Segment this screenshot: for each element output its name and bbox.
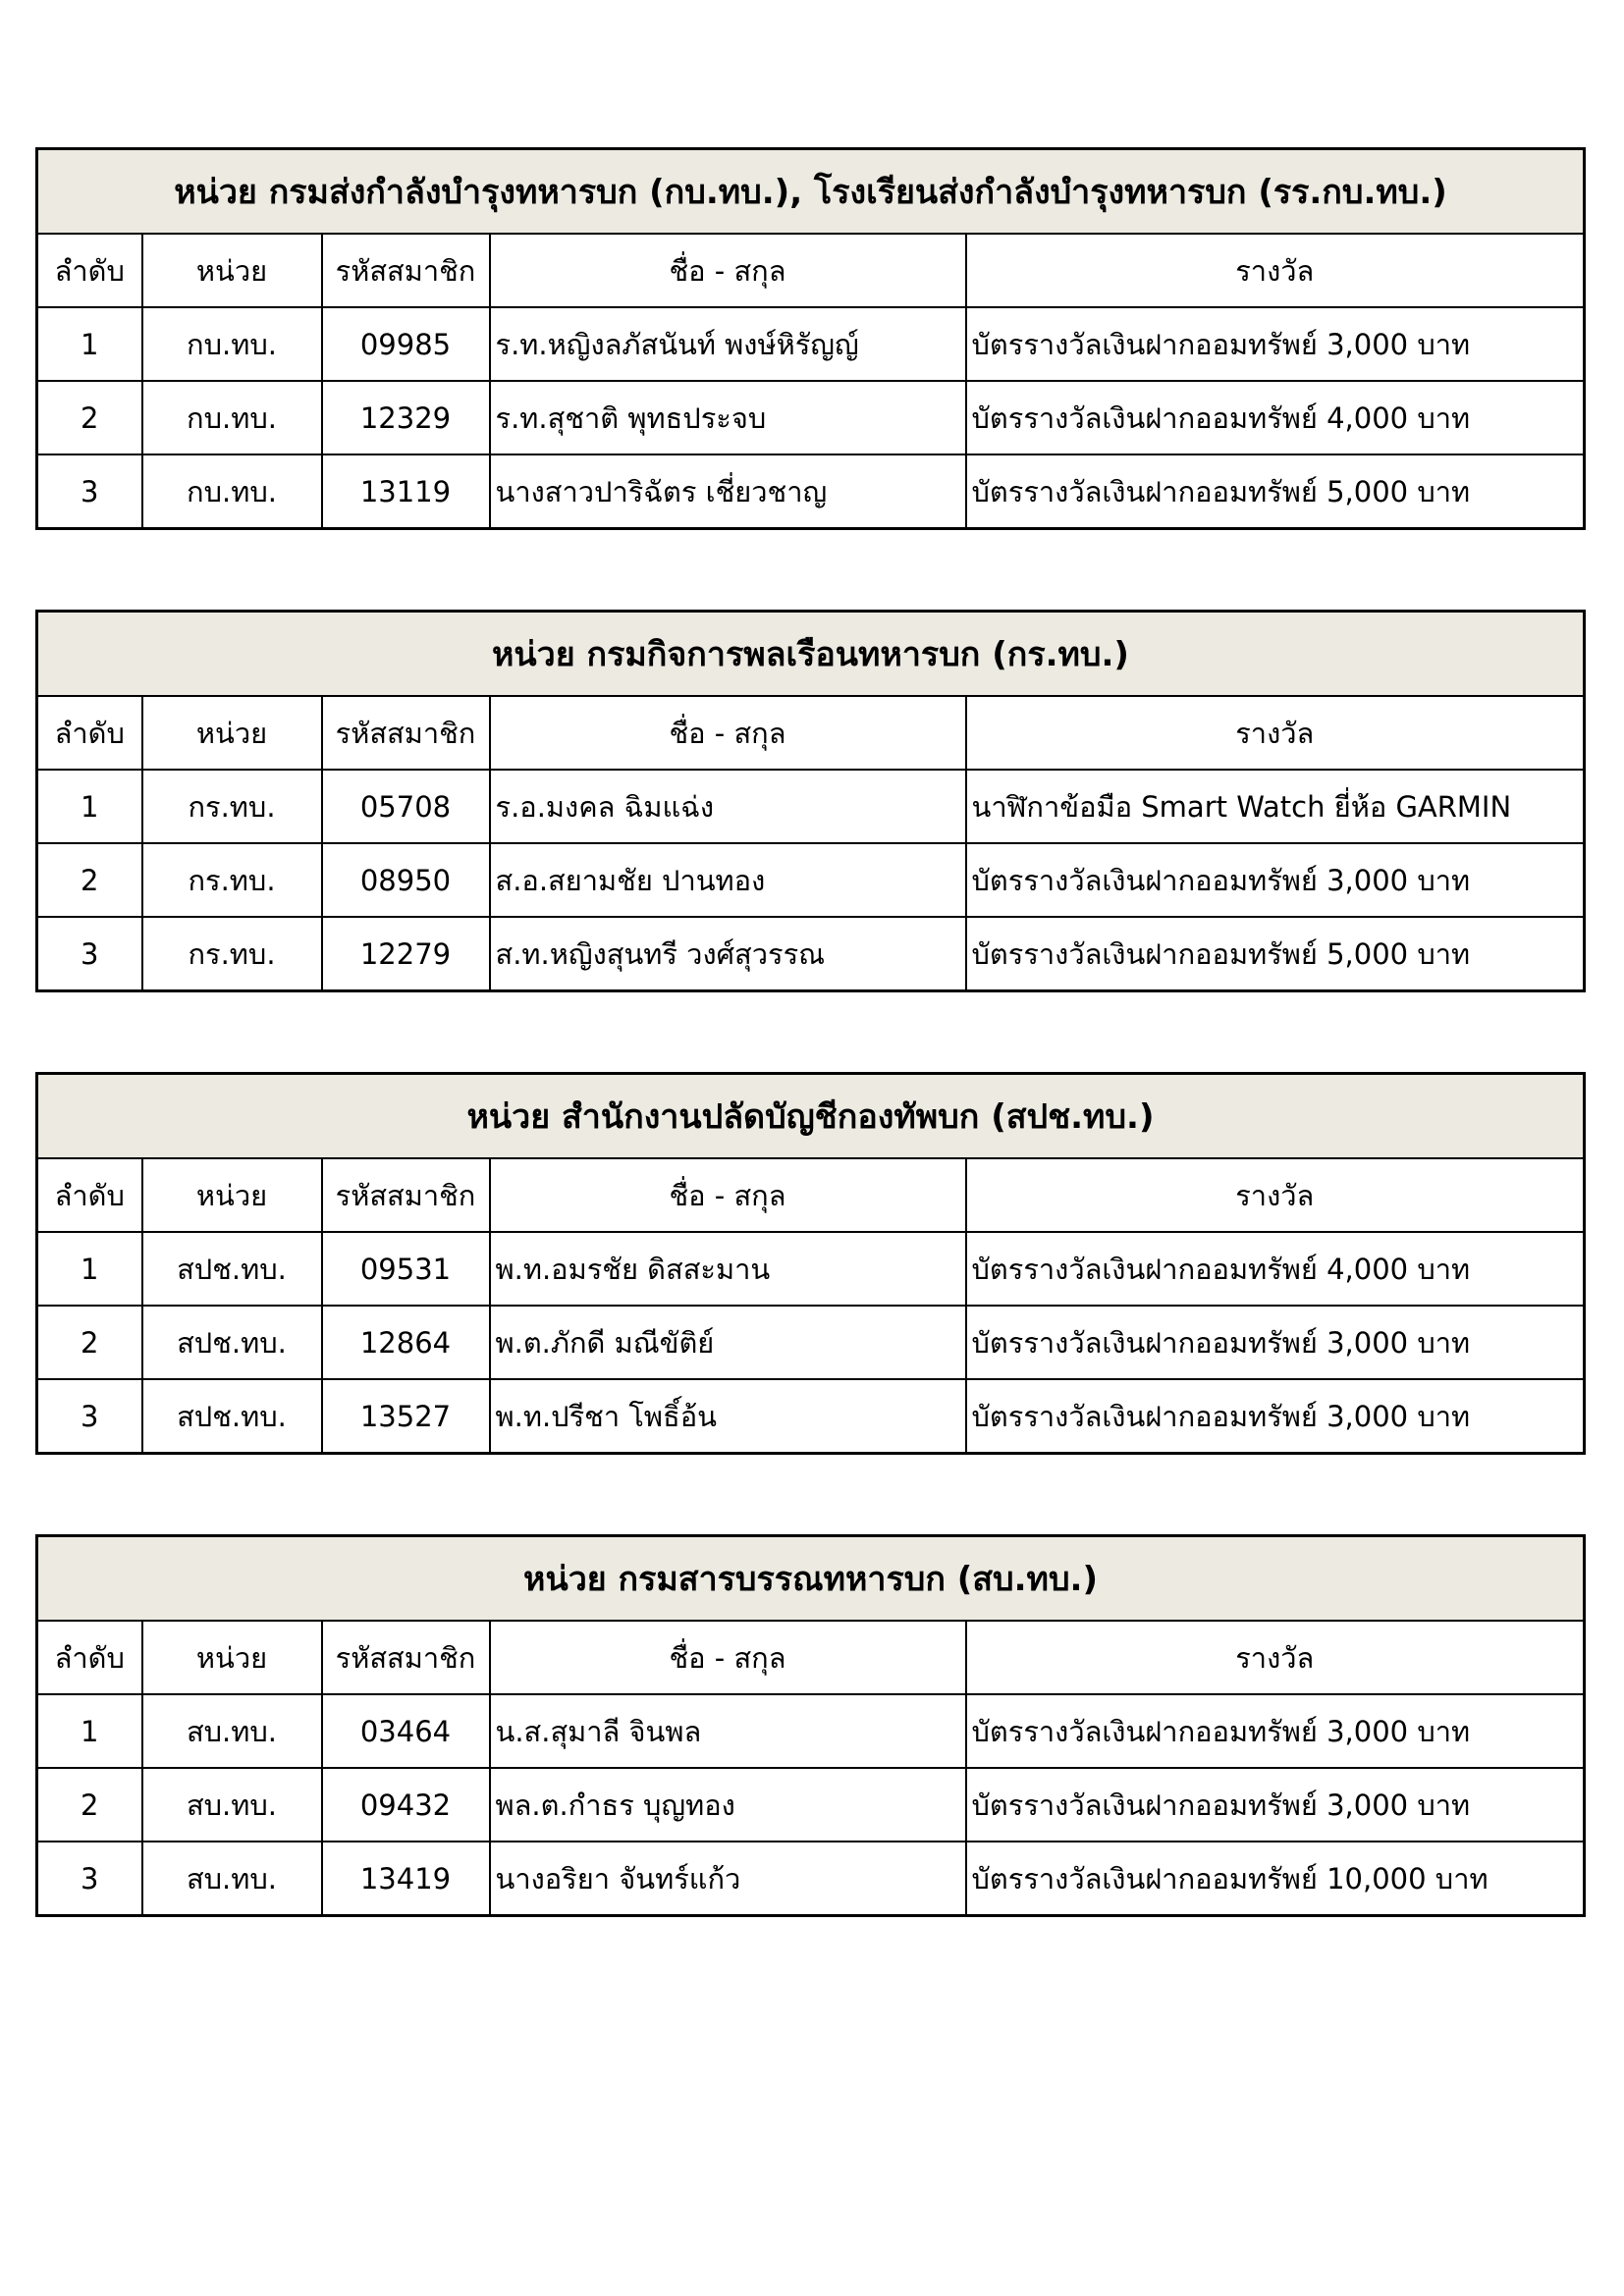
prize-cell: บัตรรางวัลเงินฝากออมทรัพย์ 3,000 บาท — [966, 307, 1585, 381]
member-id-cell: 05708 — [322, 770, 490, 843]
unit-title: หน่วย กรมกิจการพลเรือนทหารบก (กร.ทบ.) — [37, 612, 1585, 697]
prize-cell: บัตรรางวัลเงินฝากออมทรัพย์ 3,000 บาท — [966, 1379, 1585, 1454]
header-member-id: รหัสสมาชิก — [322, 696, 490, 770]
header-unit: หน่วย — [142, 696, 322, 770]
table-row — [37, 1232, 1585, 1306]
header-order: ลำดับ — [37, 1621, 142, 1694]
unit-cell: กบ.ทบ. — [142, 454, 322, 529]
unit-cell: กบ.ทบ. — [142, 307, 322, 381]
table-row — [37, 454, 1585, 529]
member-id-cell: 09432 — [322, 1768, 490, 1842]
unit-table-4 — [35, 1534, 1586, 1917]
order-cell: 2 — [37, 381, 142, 454]
name-cell: ร.อ.มงคล ฉิมแฉ่ง — [490, 770, 966, 843]
member-id-cell: 12329 — [322, 381, 490, 454]
order-cell: 1 — [37, 1232, 142, 1306]
table-row — [37, 1379, 1585, 1454]
name-cell: นางอริยา จันทร์แก้ว — [490, 1842, 966, 1916]
unit-title: หน่วย สำนักงานปลัดบัญชีกองทัพบก (สปช.ทบ.) — [37, 1074, 1585, 1159]
order-cell: 3 — [37, 1379, 142, 1454]
header-order: ลำดับ — [37, 234, 142, 307]
prize-cell: บัตรรางวัลเงินฝากออมทรัพย์ 3,000 บาท — [966, 1306, 1585, 1379]
prize-cell: บัตรรางวัลเงินฝากออมทรัพย์ 3,000 บาท — [966, 1768, 1585, 1842]
member-id-cell: 09531 — [322, 1232, 490, 1306]
unit-cell: กร.ทบ. — [142, 917, 322, 991]
table-row — [37, 1768, 1585, 1842]
header-order: ลำดับ — [37, 696, 142, 770]
prize-cell: นาฬิกาข้อมือ Smart Watch ยี่ห้อ GARMIN — [966, 770, 1585, 843]
unit-table-3 — [35, 1072, 1586, 1455]
unit-cell: กบ.ทบ. — [142, 381, 322, 454]
header-unit: หน่วย — [142, 1621, 322, 1694]
order-cell: 3 — [37, 1842, 142, 1916]
unit-title: หน่วย กรมส่งกำลังบำรุงทหารบก (กบ.ทบ.), โรงเรียนส่งกำลังบำรุงทหารบก (รร.กบ.ทบ.) — [37, 149, 1585, 235]
header-name: ชื่อ - สกุล — [490, 234, 966, 307]
prize-cell: บัตรรางวัลเงินฝากออมทรัพย์ 5,000 บาท — [966, 454, 1585, 529]
member-id-cell: 12864 — [322, 1306, 490, 1379]
member-id-cell: 09985 — [322, 307, 490, 381]
order-cell: 1 — [37, 770, 142, 843]
header-prize: รางวัล — [966, 1158, 1585, 1232]
member-id-cell: 03464 — [322, 1694, 490, 1768]
header-unit: หน่วย — [142, 234, 322, 307]
prize-cell: บัตรรางวัลเงินฝากออมทรัพย์ 4,000 บาท — [966, 1232, 1585, 1306]
order-cell: 2 — [37, 1306, 142, 1379]
name-cell: นางสาวปาริฉัตร เชี่ยวชาญ — [490, 454, 966, 529]
prize-cell: บัตรรางวัลเงินฝากออมทรัพย์ 3,000 บาท — [966, 1694, 1585, 1768]
header-unit: หน่วย — [142, 1158, 322, 1232]
name-cell: ส.ท.หญิงสุนทรี วงศ์สุวรรณ — [490, 917, 966, 991]
name-cell: ร.ท.หญิงลภัสนันท์ พงษ์หิรัญญ์ — [490, 307, 966, 381]
name-cell: น.ส.สุมาลี จินพล — [490, 1694, 966, 1768]
header-order: ลำดับ — [37, 1158, 142, 1232]
order-cell: 2 — [37, 843, 142, 917]
table-row — [37, 1306, 1585, 1379]
unit-cell: กร.ทบ. — [142, 843, 322, 917]
name-cell: พ.ท.อมรชัย ดิสสะมาน — [490, 1232, 966, 1306]
order-cell: 2 — [37, 1768, 142, 1842]
name-cell: ร.ท.สุชาติ พุทธประจบ — [490, 381, 966, 454]
order-cell: 3 — [37, 454, 142, 529]
header-name: ชื่อ - สกุล — [490, 1621, 966, 1694]
unit-cell: สบ.ทบ. — [142, 1842, 322, 1916]
member-id-cell: 13527 — [322, 1379, 490, 1454]
member-id-cell: 13419 — [322, 1842, 490, 1916]
unit-cell: สปช.ทบ. — [142, 1379, 322, 1454]
header-prize: รางวัล — [966, 696, 1585, 770]
order-cell: 3 — [37, 917, 142, 991]
prize-cell: บัตรรางวัลเงินฝากออมทรัพย์ 10,000 บาท — [966, 1842, 1585, 1916]
name-cell: พ.ต.ภักดี มณีขัติย์ — [490, 1306, 966, 1379]
name-cell: ส.อ.สยามชัย ปานทอง — [490, 843, 966, 917]
header-name: ชื่อ - สกุล — [490, 696, 966, 770]
table-row — [37, 307, 1585, 381]
table-row — [37, 1694, 1585, 1768]
table-row — [37, 770, 1585, 843]
prize-cell: บัตรรางวัลเงินฝากออมทรัพย์ 5,000 บาท — [966, 917, 1585, 991]
unit-cell: สบ.ทบ. — [142, 1768, 322, 1842]
table-row — [37, 381, 1585, 454]
name-cell: พล.ต.กำธร บุญทอง — [490, 1768, 966, 1842]
order-cell: 1 — [37, 1694, 142, 1768]
order-cell: 1 — [37, 307, 142, 381]
unit-table-1 — [35, 147, 1586, 530]
header-prize: รางวัล — [966, 1621, 1585, 1694]
unit-cell: สปช.ทบ. — [142, 1306, 322, 1379]
header-name: ชื่อ - สกุล — [490, 1158, 966, 1232]
table-row — [37, 1842, 1585, 1916]
header-member-id: รหัสสมาชิก — [322, 1158, 490, 1232]
table-row — [37, 917, 1585, 991]
table-row — [37, 843, 1585, 917]
unit-cell: สบ.ทบ. — [142, 1694, 322, 1768]
member-id-cell: 12279 — [322, 917, 490, 991]
unit-cell: กร.ทบ. — [142, 770, 322, 843]
name-cell: พ.ท.ปรีชา โพธิ์อ้น — [490, 1379, 966, 1454]
header-member-id: รหัสสมาชิก — [322, 1621, 490, 1694]
unit-table-2 — [35, 610, 1586, 992]
header-prize: รางวัล — [966, 234, 1585, 307]
header-member-id: รหัสสมาชิก — [322, 234, 490, 307]
unit-cell: สปช.ทบ. — [142, 1232, 322, 1306]
unit-title: หน่วย กรมสารบรรณทหารบก (สบ.ทบ.) — [37, 1536, 1585, 1622]
prize-cell: บัตรรางวัลเงินฝากออมทรัพย์ 3,000 บาท — [966, 843, 1585, 917]
prize-cell: บัตรรางวัลเงินฝากออมทรัพย์ 4,000 บาท — [966, 381, 1585, 454]
member-id-cell: 08950 — [322, 843, 490, 917]
member-id-cell: 13119 — [322, 454, 490, 529]
